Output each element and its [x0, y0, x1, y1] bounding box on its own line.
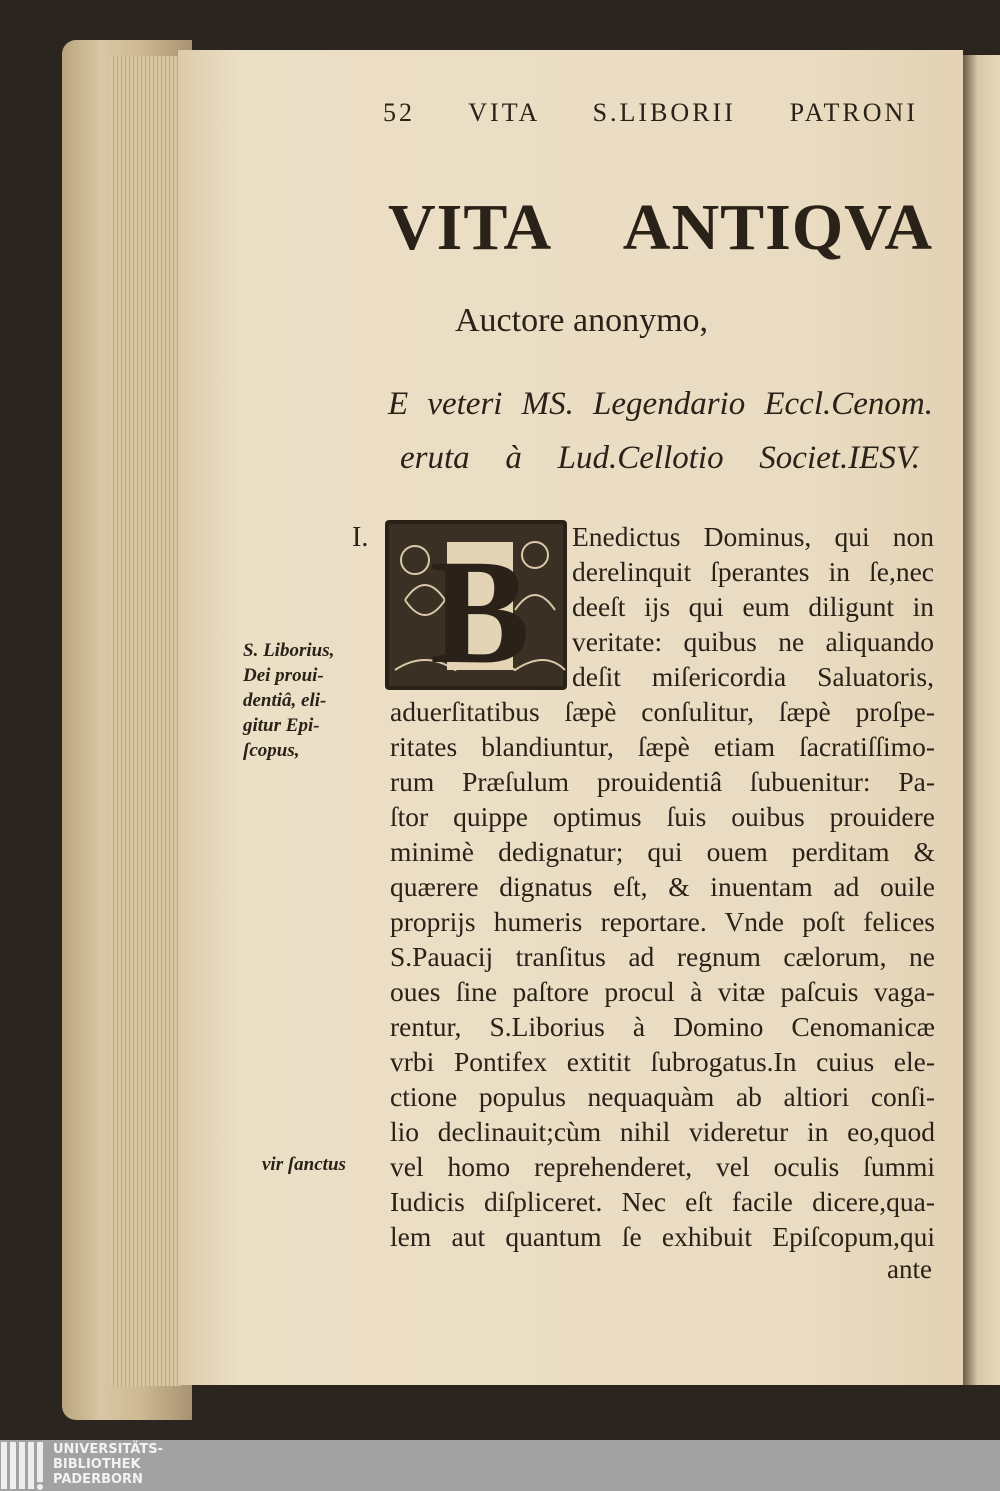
- running-head: 52 VITA S.LIBORII PATRONI: [383, 98, 918, 127]
- facing-page-edge: [963, 55, 1000, 1385]
- body-line: deeſt ijs qui eum diligunt in: [572, 591, 934, 622]
- body-line: aduerſitatibus ſæpè conſulitur, ſæpè proſpe-: [390, 696, 935, 727]
- source-line-1: E veteri MS. Legendario Eccl.Cenom.: [388, 386, 933, 422]
- marginal-note-2: vir ſanctus: [262, 1154, 346, 1175]
- marginal-note-line: Dei proui-: [243, 665, 324, 686]
- initial-letter: B: [429, 529, 531, 690]
- catchword: ante: [887, 1254, 932, 1284]
- section-number: I.: [352, 522, 369, 553]
- body-line: minimè dedignatur; qui ouem perditam &: [390, 836, 935, 867]
- logo-line: BIBLIOTHEK: [53, 1457, 141, 1472]
- body-line: lio declinauit;cùm nihil videretur in eo,quod: [390, 1116, 935, 1147]
- library-logo-text: [53, 1442, 163, 1487]
- body-line: oues ſine paſtore procul à vitæ paſcuis vaga-: [390, 976, 935, 1007]
- marginal-note-1: [243, 638, 334, 763]
- body-line: S.Pauacij tranſitus ad regnum cælorum, ne: [390, 941, 935, 972]
- body-line: veritate: quibus ne aliquando: [572, 626, 934, 657]
- library-footer: [0, 1440, 1000, 1491]
- body-line: ctione populus nequaquàm ab altiori conſi-: [390, 1081, 935, 1112]
- body-line: Iudicis diſpliceret. Nec eſt facile dicere,qua-: [390, 1186, 935, 1217]
- library-logo-icon: [0, 1440, 50, 1491]
- marginal-note-line: dentiâ, eli-: [243, 690, 327, 711]
- body-line: ritates blandiuntur, ſæpè etiam ſacratiſſimo-: [390, 731, 935, 762]
- body-line: derelinquit ſperantes in ſe,nec: [572, 556, 934, 587]
- body-line: proprijs humeris reportare. Vnde poſt felices: [390, 906, 935, 937]
- body-line: vrbi Pontifex extitit ſubrogatus.In cuius ele-: [390, 1046, 935, 1077]
- marginal-note-line: S. Liborius,: [243, 640, 335, 661]
- body-line: vel homo reprehenderet, vel oculis ſummi: [390, 1151, 935, 1182]
- body-line: quærere dignatus eſt, & inuentam ad ouile: [390, 871, 935, 902]
- body-line: rum Præſulum prouidentiâ ſubuenitur: Pa-: [390, 766, 935, 797]
- decorated-initial: [385, 520, 567, 690]
- logo-line: UNIVERSITÄTS-: [53, 1442, 163, 1457]
- source-line-2: eruta à Lud.Cellotio Societ.IESV.: [400, 440, 920, 476]
- body-line: ſtor quippe optimus ſuis ouibus prouidere: [390, 801, 935, 832]
- subtitle: Auctore anonymo,: [455, 302, 709, 339]
- body-line: rentur, S.Liborius à Domino Cenomanicæ: [390, 1011, 935, 1042]
- body-line: Enedictus Dominus, qui non: [572, 521, 934, 552]
- page-title: VITA ANTIQVA: [388, 191, 933, 264]
- marginal-note-line: gitur Epi-: [243, 715, 320, 736]
- marginal-note-line: ſcopus,: [243, 740, 300, 761]
- body-line: lem aut quantum ſe exhibuit Epiſcopum,qui: [390, 1221, 935, 1252]
- body-line: deſit miſericordia Saluatoris,: [572, 661, 934, 692]
- logo-line: PADERBORN: [53, 1472, 143, 1487]
- page-edges: [110, 56, 180, 1386]
